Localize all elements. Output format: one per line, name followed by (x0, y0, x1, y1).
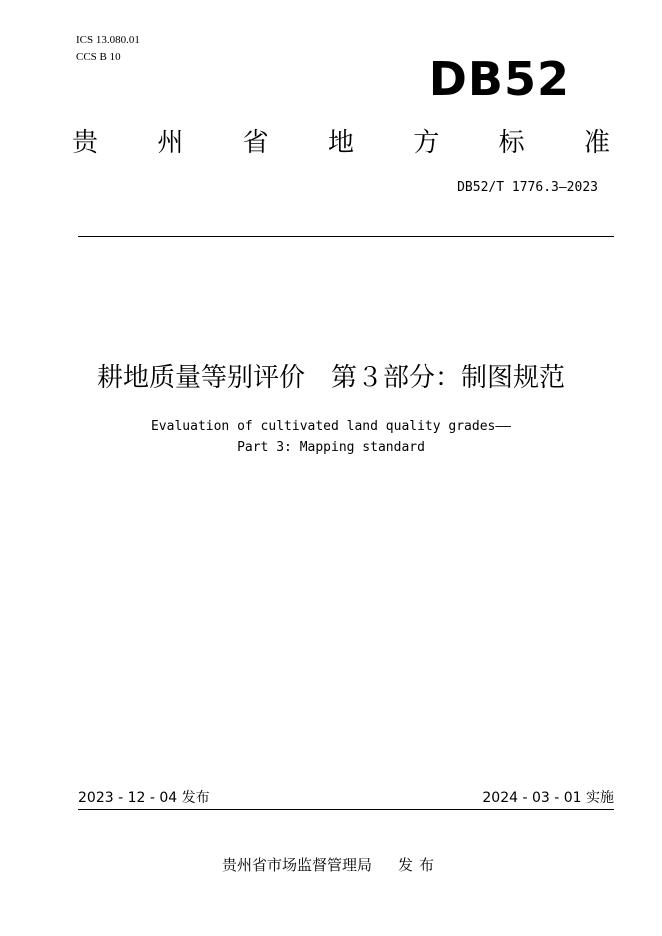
standard-type-char: 准 (583, 128, 610, 158)
ccs-code: CCS B 10 (76, 51, 121, 63)
standard-number: DB52/T 1776.3—2023 (457, 180, 598, 195)
header-divider (78, 236, 614, 237)
standard-type-char: 地 (327, 128, 354, 158)
db52-logo: DB52 (428, 52, 570, 106)
chinese-title: 耕地质量等别评价 第３部分：制图规范 (96, 363, 565, 393)
classification-codes (76, 32, 140, 66)
ics-code: ICS 13.080.01 (76, 34, 140, 46)
standard-type-char: 标 (498, 128, 525, 158)
footer-divider (78, 809, 614, 810)
english-title (0, 416, 662, 458)
standard-type-char: 方 (413, 128, 440, 158)
standard-type-char: 州 (157, 128, 184, 158)
standard-type-char: 省 (242, 128, 269, 158)
issuer-action: 发布 (398, 856, 441, 874)
implementation-date: 2024 - 03 - 01 实施 (482, 790, 614, 806)
issuer-line (0, 854, 662, 875)
standard-type-heading (72, 128, 610, 158)
issue-date: 2023 - 12 - 04 发布 (78, 790, 210, 806)
standard-type-char: 贵 (72, 128, 99, 158)
english-title-line: Evaluation of cultivated land quality grades—— (150, 419, 512, 434)
english-title-line: Part 3: Mapping standard (237, 440, 425, 455)
issuer-name: 贵州省市场监督管理局 (221, 856, 372, 874)
